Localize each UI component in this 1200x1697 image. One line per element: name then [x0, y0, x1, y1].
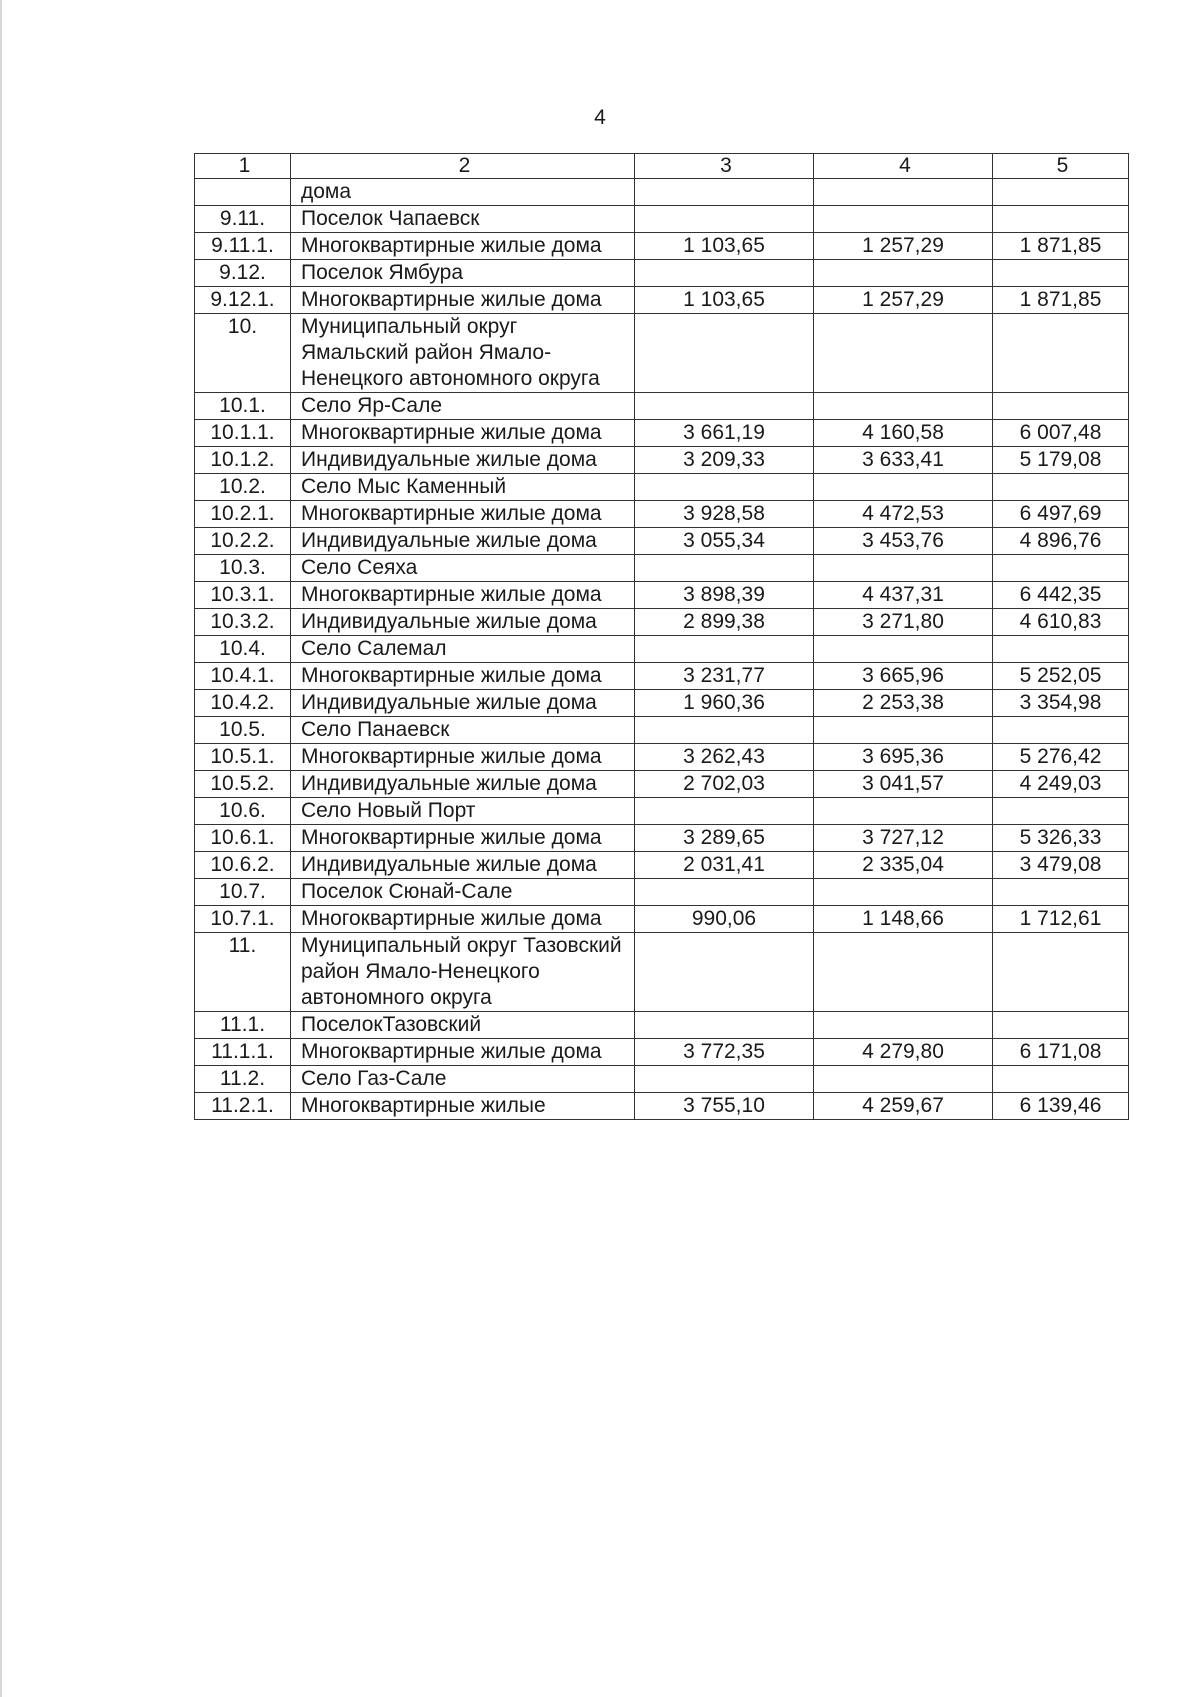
row-name: Многоквартирные жилые дома: [291, 1039, 635, 1066]
value-col-5: [993, 474, 1129, 501]
row-name: ПоселокТазовский: [291, 1012, 635, 1039]
value-col-3: [635, 1066, 814, 1093]
row-name: Село Салемал: [291, 636, 635, 663]
row-name: Поселок Сюнай-Сале: [291, 879, 635, 906]
value-col-3: [635, 206, 814, 233]
value-col-3: 990,06: [635, 906, 814, 933]
table-row: [195, 528, 1129, 555]
row-name: Село Мыс Каменный: [291, 474, 635, 501]
value-col-4: [814, 206, 993, 233]
table-row: [195, 179, 1129, 206]
row-name: Село Сеяха: [291, 555, 635, 582]
header-col-4: 4: [814, 154, 993, 179]
value-col-4: [814, 636, 993, 663]
row-name: Поселок Чапаевск: [291, 206, 635, 233]
row-number: 10.4.2.: [195, 690, 291, 717]
value-col-5: [993, 555, 1129, 582]
value-col-5: 5 276,42: [993, 744, 1129, 771]
row-name: Село Новый Порт: [291, 798, 635, 825]
table-row: [195, 636, 1129, 663]
value-col-4: 4 259,67: [814, 1093, 993, 1120]
row-name: Село Яр-Сале: [291, 393, 635, 420]
table-row: [195, 852, 1129, 879]
row-number: 11.: [195, 933, 291, 1012]
row-name: Муниципальный округ Ямальский район Ямало-Ненецкого автономного округа: [291, 314, 635, 393]
tariff-table: [194, 153, 1129, 1120]
row-number: 10.4.1.: [195, 663, 291, 690]
value-col-5: [993, 798, 1129, 825]
row-number: 11.1.: [195, 1012, 291, 1039]
table-row: [195, 906, 1129, 933]
value-col-4: [814, 179, 993, 206]
row-name: Село Газ-Сале: [291, 1066, 635, 1093]
value-col-3: 3 755,10: [635, 1093, 814, 1120]
value-col-5: [993, 314, 1129, 393]
value-col-4: [814, 1012, 993, 1039]
table-row: [195, 206, 1129, 233]
value-col-5: [993, 1012, 1129, 1039]
value-col-4: 3 633,41: [814, 447, 993, 474]
row-name: Индивидуальные жилые дома: [291, 690, 635, 717]
table-row: [195, 314, 1129, 393]
row-number: 10.7.1.: [195, 906, 291, 933]
value-col-3: [635, 1012, 814, 1039]
value-col-3: [635, 555, 814, 582]
value-col-3: 3 772,35: [635, 1039, 814, 1066]
row-name: Индивидуальные жилые дома: [291, 609, 635, 636]
value-col-5: [993, 1066, 1129, 1093]
value-col-3: [635, 179, 814, 206]
scan-edge: [0, 0, 2, 1697]
value-col-4: [814, 260, 993, 287]
value-col-3: 1 103,65: [635, 287, 814, 314]
row-name: Многоквартирные жилые дома: [291, 825, 635, 852]
value-col-4: [814, 555, 993, 582]
row-number: 10.5.2.: [195, 771, 291, 798]
value-col-3: 3 928,58: [635, 501, 814, 528]
value-col-3: 3 262,43: [635, 744, 814, 771]
row-number: 10.5.: [195, 717, 291, 744]
value-col-5: 4 249,03: [993, 771, 1129, 798]
row-name: Многоквартирные жилые дома: [291, 287, 635, 314]
table-row: [195, 260, 1129, 287]
page-number: 4: [594, 106, 606, 129]
value-col-5: 6 007,48: [993, 420, 1129, 447]
value-col-5: 5 179,08: [993, 447, 1129, 474]
value-col-3: 1 960,36: [635, 690, 814, 717]
value-col-3: 3 231,77: [635, 663, 814, 690]
header-col-5: 5: [993, 154, 1129, 179]
value-col-5: 4 610,83: [993, 609, 1129, 636]
table-row: [195, 420, 1129, 447]
value-col-5: 3 354,98: [993, 690, 1129, 717]
value-col-3: 3 055,34: [635, 528, 814, 555]
header-col-2: 2: [291, 154, 635, 179]
row-name: Муниципальный округ Тазовский район Ямало-Ненецкого автономного округа: [291, 933, 635, 1012]
table-row: [195, 287, 1129, 314]
value-col-4: [814, 474, 993, 501]
table-row: [195, 447, 1129, 474]
value-col-4: 1 257,29: [814, 233, 993, 260]
row-number: 9.11.: [195, 206, 291, 233]
value-col-4: 3 453,76: [814, 528, 993, 555]
row-number: 10.5.1.: [195, 744, 291, 771]
table-row: [195, 933, 1129, 1012]
value-col-4: 3 695,36: [814, 744, 993, 771]
header-col-3: 3: [635, 154, 814, 179]
value-col-3: 3 661,19: [635, 420, 814, 447]
table-row: [195, 798, 1129, 825]
value-col-5: 4 896,76: [993, 528, 1129, 555]
value-col-3: [635, 260, 814, 287]
row-name: Многоквартирные жилые дома: [291, 501, 635, 528]
row-number: 10.6.2.: [195, 852, 291, 879]
table-row: [195, 501, 1129, 528]
row-name: Село Панаевск: [291, 717, 635, 744]
row-name: Индивидуальные жилые дома: [291, 447, 635, 474]
value-col-3: 3 898,39: [635, 582, 814, 609]
value-col-4: [814, 314, 993, 393]
value-col-5: 1 712,61: [993, 906, 1129, 933]
value-col-5: 6 442,35: [993, 582, 1129, 609]
value-col-5: [993, 393, 1129, 420]
table-row: [195, 474, 1129, 501]
row-number: 10.4.: [195, 636, 291, 663]
value-col-5: [993, 636, 1129, 663]
table-row: [195, 609, 1129, 636]
value-col-5: [993, 717, 1129, 744]
value-col-4: 1 148,66: [814, 906, 993, 933]
value-col-3: [635, 393, 814, 420]
row-number: 10.6.: [195, 798, 291, 825]
row-number: 11.1.1.: [195, 1039, 291, 1066]
row-number: 10.: [195, 314, 291, 393]
row-name: Многоквартирные жилые дома: [291, 663, 635, 690]
value-col-4: [814, 879, 993, 906]
value-col-3: [635, 717, 814, 744]
row-number: 10.2.1.: [195, 501, 291, 528]
row-number: 10.1.1.: [195, 420, 291, 447]
row-number: 11.2.1.: [195, 1093, 291, 1120]
value-col-5: 6 139,46: [993, 1093, 1129, 1120]
value-col-5: 5 326,33: [993, 825, 1129, 852]
value-col-4: 2 253,38: [814, 690, 993, 717]
value-col-5: [993, 179, 1129, 206]
value-col-4: [814, 717, 993, 744]
row-number: 10.3.2.: [195, 609, 291, 636]
row-number: 10.1.2.: [195, 447, 291, 474]
table-header: [195, 154, 1129, 179]
row-number: 10.2.2.: [195, 528, 291, 555]
value-col-5: 1 871,85: [993, 287, 1129, 314]
value-col-4: 3 665,96: [814, 663, 993, 690]
value-col-3: 3 289,65: [635, 825, 814, 852]
table-row: [195, 1066, 1129, 1093]
row-number: 10.3.1.: [195, 582, 291, 609]
row-name: Индивидуальные жилые дома: [291, 771, 635, 798]
value-col-3: 3 209,33: [635, 447, 814, 474]
value-col-5: 1 871,85: [993, 233, 1129, 260]
value-col-5: [993, 206, 1129, 233]
value-col-4: 3 271,80: [814, 609, 993, 636]
value-col-4: 4 437,31: [814, 582, 993, 609]
table-row: [195, 1039, 1129, 1066]
value-col-3: 2 702,03: [635, 771, 814, 798]
row-number: 10.2.: [195, 474, 291, 501]
row-name: Многоквартирные жилые дома: [291, 233, 635, 260]
row-name: Поселок Ямбура: [291, 260, 635, 287]
value-col-3: 2 031,41: [635, 852, 814, 879]
header-row: [195, 154, 1129, 179]
row-number: 10.7.: [195, 879, 291, 906]
value-col-5: 6 497,69: [993, 501, 1129, 528]
table-row: [195, 555, 1129, 582]
row-number: 10.6.1.: [195, 825, 291, 852]
table-row: [195, 233, 1129, 260]
value-col-5: 5 252,05: [993, 663, 1129, 690]
value-col-4: 2 335,04: [814, 852, 993, 879]
row-number: 10.3.: [195, 555, 291, 582]
value-col-3: [635, 798, 814, 825]
row-name: Многоквартирные жилые: [291, 1093, 635, 1120]
row-name: Индивидуальные жилые дома: [291, 528, 635, 555]
table-row: [195, 393, 1129, 420]
row-name: Многоквартирные жилые дома: [291, 744, 635, 771]
value-col-4: 3 041,57: [814, 771, 993, 798]
row-number: 9.12.: [195, 260, 291, 287]
value-col-3: 1 103,65: [635, 233, 814, 260]
value-col-4: [814, 393, 993, 420]
row-name: Многоквартирные жилые дома: [291, 906, 635, 933]
value-col-4: 4 160,58: [814, 420, 993, 447]
value-col-4: 4 279,80: [814, 1039, 993, 1066]
table-row: [195, 582, 1129, 609]
row-number: [195, 179, 291, 206]
value-col-3: [635, 879, 814, 906]
table-row: [195, 717, 1129, 744]
table-row: [195, 663, 1129, 690]
value-col-4: 3 727,12: [814, 825, 993, 852]
value-col-3: [635, 314, 814, 393]
header-col-1: 1: [195, 154, 291, 179]
table-row: [195, 1093, 1129, 1120]
value-col-3: [635, 933, 814, 1012]
row-number: 9.12.1.: [195, 287, 291, 314]
row-name: Многоквартирные жилые дома: [291, 582, 635, 609]
value-col-4: [814, 933, 993, 1012]
row-number: 10.1.: [195, 393, 291, 420]
table-body: [195, 179, 1129, 1120]
value-col-5: [993, 933, 1129, 1012]
table-row: [195, 1012, 1129, 1039]
table-row: [195, 879, 1129, 906]
value-col-4: 4 472,53: [814, 501, 993, 528]
value-col-5: 3 479,08: [993, 852, 1129, 879]
value-col-5: 6 171,08: [993, 1039, 1129, 1066]
table-row: [195, 771, 1129, 798]
value-col-3: 2 899,38: [635, 609, 814, 636]
value-col-4: [814, 798, 993, 825]
value-col-3: [635, 636, 814, 663]
value-col-4: 1 257,29: [814, 287, 993, 314]
row-number: 11.2.: [195, 1066, 291, 1093]
table-row: [195, 690, 1129, 717]
value-col-5: [993, 260, 1129, 287]
table-row: [195, 825, 1129, 852]
value-col-5: [993, 879, 1129, 906]
table-row: [195, 744, 1129, 771]
row-name: Индивидуальные жилые дома: [291, 852, 635, 879]
row-name: дома: [291, 179, 635, 206]
value-col-3: [635, 474, 814, 501]
row-name: Многоквартирные жилые дома: [291, 420, 635, 447]
row-number: 9.11.1.: [195, 233, 291, 260]
value-col-4: [814, 1066, 993, 1093]
